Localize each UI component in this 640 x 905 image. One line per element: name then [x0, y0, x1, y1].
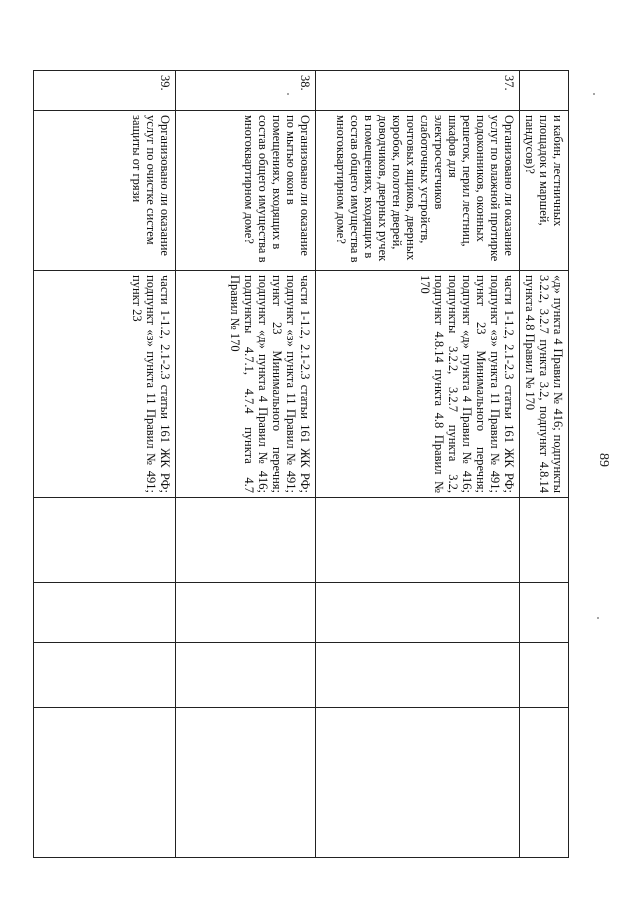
answer-cell [34, 498, 176, 583]
answer-cell [176, 498, 316, 583]
question-cell: Организовано ли оказание услуг по очистке систем защиты от грязи [34, 111, 176, 271]
page-number: 89 [596, 453, 611, 467]
notes-cell [520, 708, 569, 858]
notes-cell [176, 708, 316, 858]
answer-cell [316, 643, 520, 708]
table-row [316, 71, 520, 858]
answer-cell [176, 583, 316, 643]
answer-cell [34, 583, 176, 643]
scan-speck [597, 617, 599, 619]
answer-cell [34, 643, 176, 708]
answer-cell [316, 498, 520, 583]
checklist-table [33, 70, 569, 858]
document-sheet [42, 70, 569, 857]
legal-reference-cell: части 1-1.2, 2.1-2.3 статьи 161 ЖК РФ; подпункт «з» пункта 11 Правил № 491; пункт 23 [34, 271, 176, 498]
answer-cell [520, 583, 569, 643]
legal-reference-cell: «д» пункта 4 Правил № 416; подпункты 3.2.2, 3.2.7 пункта 3.2, подпункт 4.8.14 пункта 4.8 Правил № 170 [520, 271, 569, 498]
question-cell: и кабин, лестничных площадок и маршей, пандусов)? [520, 111, 569, 271]
table-row [520, 71, 569, 858]
answer-cell [316, 583, 520, 643]
rotated-table-wrapper [42, 70, 569, 857]
answer-cell [520, 498, 569, 583]
table-row [34, 71, 176, 858]
legal-reference-cell: части 1-1.2, 2.1-2.3 статьи 161 ЖК РФ; подпункт «з» пункта 11 Правил № 491; пункт 23 Минимального перечня; подпункт «д» пункта 4 Правил № 416; подпункты 4.7.1, 4.7.4 пункта 4.7 Правил № 170 [176, 271, 316, 498]
legal-reference-cell: части 1-1.2, 2.1-2.3 статьи 161 ЖК РФ; подпункт «з» пункта 11 Правил № 491; пункт 23 Минимального перечня; подпункт «д» пункта 4 Правил № 416; подпункты 3.2.2, 3.2.7 пункта 3.2, подпункт 4.8.14 пункта 4.8 Правил № 170 [316, 271, 520, 498]
table-row [176, 71, 316, 858]
question-cell: Организовано ли оказание услуг по влажной протирке подоконников, оконных решеток, перил лестниц, шкафов для электросчетчиков слаботочных устройств, почтовых ящиков, дверных коробок, полотен дверей, доводчиков, дверных ручек в помещениях, входящих в состав общего имущества в многоквартирном доме? [316, 111, 520, 271]
notes-cell [34, 708, 176, 858]
row-number: 38. [176, 71, 316, 111]
row-number: 39. [34, 71, 176, 111]
row-number: 37. [316, 71, 520, 111]
question-cell: Организовано ли оказание по мытью окон в помещениях, входящих в состав общего имущества в многоквартирном доме? [176, 111, 316, 271]
answer-cell [176, 643, 316, 708]
answer-cell [520, 643, 569, 708]
row-number [520, 71, 569, 111]
scan-speck [593, 93, 595, 95]
notes-cell [316, 708, 520, 858]
